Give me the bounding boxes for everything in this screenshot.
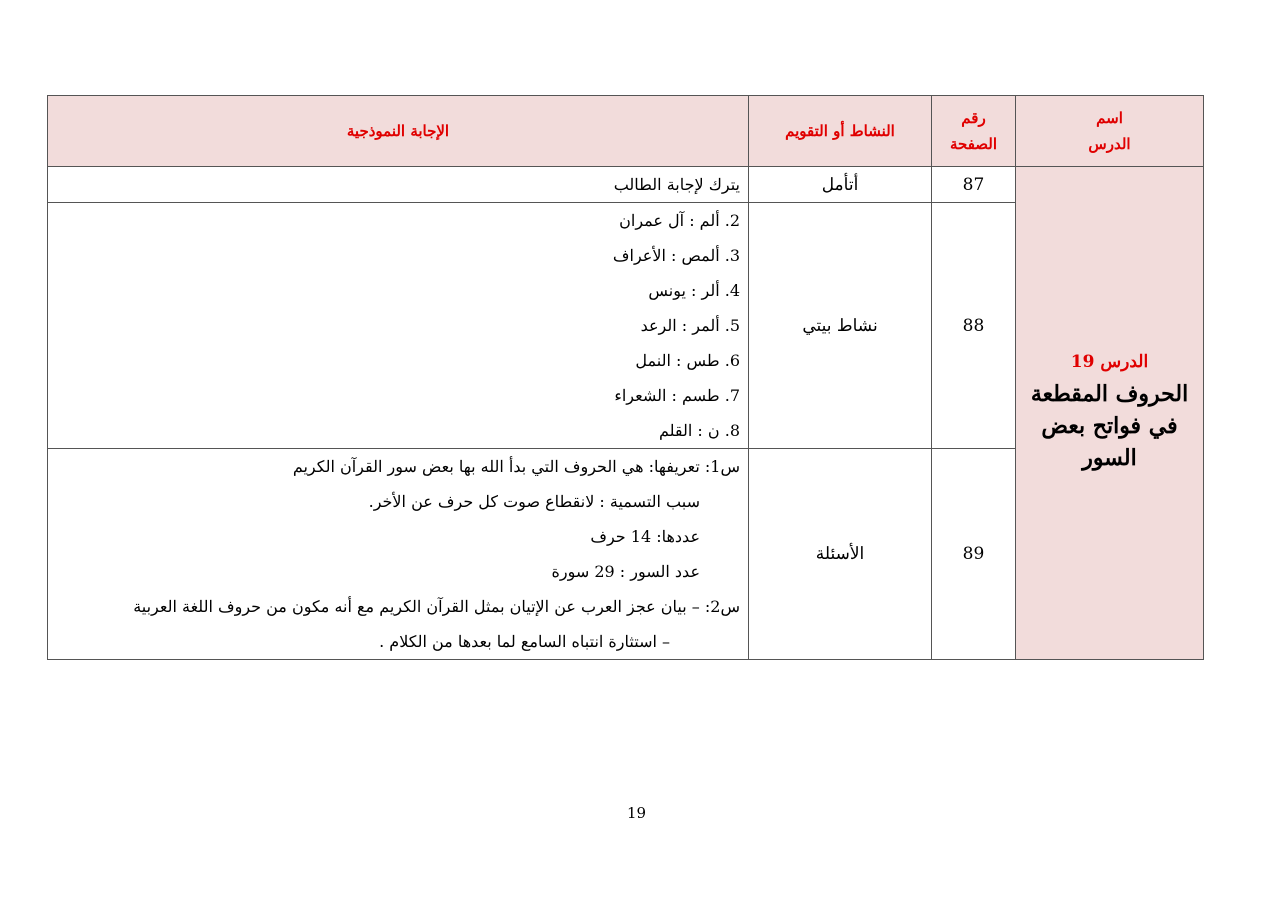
lesson-answers-table (47, 95, 1204, 660)
lesson-title (1016, 378, 1203, 474)
page-number-cell: 88 (932, 203, 1016, 449)
answer-cell (48, 449, 749, 660)
header-page-number-line2: الصفحة (949, 135, 998, 153)
lesson-title-line: في فواتح بعض (1041, 413, 1178, 439)
header-page-number-line1: رقم (961, 109, 986, 127)
answer-line: 2. ألم : آل عمران (619, 211, 740, 230)
page-number-cell: 89 (932, 449, 1016, 660)
header-activity: النشاط أو التقويم (749, 96, 932, 167)
answer-line: يترك لإجابة الطالب (613, 175, 740, 194)
answer-line: عدد السور : 29 سورة (551, 562, 700, 581)
answer-line: 3. ألمص : الأعراف (612, 246, 740, 265)
lesson-title-line: السور (1082, 445, 1137, 471)
lesson-cell (1016, 167, 1204, 660)
lesson-title-line: الحروف المقطعة (1030, 381, 1189, 407)
header-lesson-name-line1: اسم (1096, 109, 1123, 127)
answer-line: عددها: 14 حرف (590, 527, 700, 546)
answer-line: 8. ن : القلم (658, 421, 740, 440)
answer-line: 6. طس : النمل (635, 351, 740, 370)
header-page-number (932, 96, 1016, 167)
answer-line: س1: تعريفها: هي الحروف التي بدأ الله بها بعض سور القرآن الكريم (292, 457, 740, 476)
answer-line: س2: – بيان عجز العرب عن الإتيان بمثل القرآن الكريم مع أنه مكون من حروف اللغة العربية (133, 597, 740, 616)
header-answer: الإجابة النموذجية (48, 96, 749, 167)
answer-line: 5. ألمر : الرعد (640, 316, 740, 335)
activity-cell: أتأمل (749, 167, 932, 203)
page-number-footer: 19 (626, 804, 647, 822)
table-header-row (48, 96, 1204, 167)
activity-cell: نشاط بيتي (749, 203, 932, 449)
table-row (48, 167, 1204, 203)
page-number-cell: 87 (932, 167, 1016, 203)
answer-line: سبب التسمية : لانقطاع صوت كل حرف عن الأخر. (368, 492, 700, 511)
answer-line: – استثارة انتباه السامع لما بعدها من الكلام . (379, 632, 670, 651)
answer-line: 4. ألر : يونس (648, 281, 740, 300)
answer-cell (48, 203, 749, 449)
header-lesson-name-line2: الدرس (1088, 135, 1131, 153)
answer-line: 7. طسم : الشعراء (614, 386, 740, 405)
activity-cell: الأسئلة (749, 449, 932, 660)
answer-cell (48, 167, 749, 203)
header-lesson-name (1016, 96, 1204, 167)
lesson-number: الدرس 19 (1070, 352, 1149, 372)
